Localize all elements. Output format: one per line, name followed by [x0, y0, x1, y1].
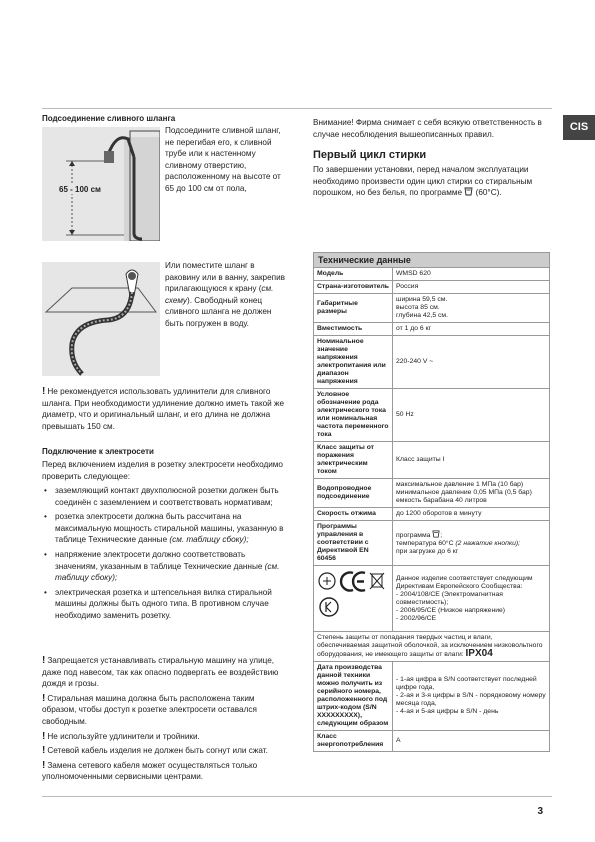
first-cycle-heading: Первый цикл стирки — [313, 149, 427, 161]
warning-icon: ! — [42, 692, 46, 704]
spec-key: Номинальное значение напряжения электропитания или диапазон напряжения — [314, 336, 393, 389]
table-row — [314, 632, 550, 662]
drain-hose-wall-figure — [42, 127, 160, 241]
section-tab: CIS — [563, 115, 595, 140]
programs-line-2: температура 60°C — [396, 540, 456, 547]
table-row — [314, 442, 550, 479]
note-text: Сетевой кабель изделия не должен быть согнут или сжат. — [47, 746, 268, 756]
table-row — [314, 268, 550, 281]
list-item-text: электрическая розетка и штепсельная вилка стиральной машины должны быть одного типа. В противном случае необходимо заменить розетку. — [55, 587, 272, 620]
programs-line-2-note: (2 нажатие кнопки); — [455, 540, 521, 547]
table-row — [314, 479, 550, 508]
list-item — [42, 549, 287, 584]
table-row — [314, 336, 550, 389]
spec-value: Россия — [393, 281, 550, 294]
table-row — [314, 521, 550, 566]
drain-note-text: Не рекомендуется использовать удлинители для сливного шланга. При необходимости удлинение должно иметь такой же диаметр, что и оригинальный шланг, и его длина не должна превышать 150 см. — [42, 387, 285, 431]
list-item-text: розетка электросети должна быть рассчитана на максимальную мощность стиральной машины, указанную в таблице Технические данные — [55, 512, 284, 545]
ipx-rating: IPX04 — [465, 648, 493, 659]
cotton-program-icon — [432, 530, 440, 538]
specs-title: Технические данные — [314, 253, 550, 268]
spec-value: 50 Hz — [393, 389, 550, 442]
programs-line: программа ; — [396, 532, 443, 539]
electric-heading: Подключение к электросети — [42, 447, 154, 456]
first-cycle-text-main: По завершении установки, перед началом эксплуатации необходимо произвести один цикл стирки со стиральным порошком, но без белья, по программе — [313, 165, 533, 198]
cotton-program-icon — [464, 187, 473, 196]
specs-table — [313, 252, 550, 752]
spec-value: Класс защиты I — [393, 442, 550, 479]
spec-value: до 1200 оборотов в минуту — [393, 508, 550, 521]
spec-key: Класс энергопотребления — [314, 731, 393, 752]
note-item — [42, 731, 287, 743]
electric-checklist — [42, 485, 287, 625]
warning-icon: ! — [42, 730, 46, 742]
note-item — [42, 655, 287, 690]
specs-grid — [313, 252, 550, 752]
warning-icon: ! — [42, 386, 46, 397]
warning-icon: ! — [42, 745, 46, 757]
warning-icon: ! — [42, 759, 46, 771]
spec-value: WMSD 620 — [393, 268, 550, 281]
note-text: Не используйте удлинители и тройники. — [47, 731, 200, 741]
spec-value: 220-240 V ~ — [393, 336, 550, 389]
list-item — [42, 587, 287, 622]
programs-line-1: программа — [396, 532, 433, 539]
disclaimer: Внимание! Фирма снимает с себя всякую ответственность в случае несоблюдения вышеописанных правил. — [313, 118, 542, 139]
table-row — [314, 731, 550, 752]
spec-value — [393, 521, 550, 566]
electric-notes — [42, 655, 287, 786]
note-text: Стиральная машина должна быть расположена таким образом, чтобы доступ к розетке электросети оставался свободным. — [42, 693, 257, 726]
protection-cell — [314, 632, 550, 662]
cert-text: Данное изделие соответствует следующим Директивам Европейского Сообщества: - 2004/108/CE (Электромагнитная совместимость); - 2006/95/CE (Низкое напряжение) - 2002/96/CE — [393, 566, 550, 632]
drain-text-1: Подсоедините сливной шланг, не перегибая его, к сливной трубе или к настенному сливному отверстию, расположенному на высоте от 65 до 100 см от пола, — [165, 126, 281, 193]
table-row — [314, 323, 550, 336]
top-divider — [42, 108, 552, 109]
drain-text-2-main: Или поместите шланг в раковину или в ванну, закрепив прилагающуюся к крану ( — [165, 261, 286, 294]
drain-text-2 — [165, 260, 290, 330]
warning-icon: ! — [42, 655, 46, 666]
spec-value: максимальное давление 1 МПа (10 бар) минимальное давление 0,05 МПа (0,5 бар) емкость барабана 40 литров — [393, 479, 550, 508]
list-item — [42, 485, 287, 508]
table-ref: (см. таблицу сбоку); — [55, 561, 280, 583]
cert-logos — [314, 566, 393, 632]
spec-key: Вместимость — [314, 323, 393, 336]
table-ref: (см. таблицу сбоку); — [169, 535, 249, 545]
table-row — [314, 389, 550, 442]
table-row — [314, 294, 550, 323]
spec-key: Скорость отжима — [314, 508, 393, 521]
note-text: Замена сетевого кабеля может осуществляться только уполномоченными сервисными центрами. — [42, 760, 258, 782]
first-cycle-text — [313, 164, 553, 199]
spec-value: - 1-ая цифра в S/N соответствует последней цифре года, - 2-ая и 3-я цифры в S/N - порядковому номеру месяца года, - 4-ая и 5-ая цифры в S/N - день — [393, 662, 550, 731]
list-item — [42, 511, 287, 546]
note-item — [42, 760, 287, 783]
spec-value: от 1 до 6 кг — [393, 323, 550, 336]
spec-key: Условное обозначение рода электрического тока или номинальная частота переменного тока — [314, 389, 393, 442]
protection-text: Степень защиты от попадания твердых частиц и влаги, обеспечиваемая защитной оболочкой, за исключением низковольтного оборудования, не имеющего защиты от влаги: — [317, 634, 543, 658]
list-item-text: заземляющий контакт двухполюсной розетки должен быть соединён с заземлением и соответствовать нормативам; — [55, 486, 279, 507]
note-item — [42, 693, 287, 728]
certification-marks-icon — [317, 569, 385, 625]
electric-intro: Перед включением изделия в розетку электросети необходимо проверить следующее: — [42, 460, 283, 481]
bottom-divider — [42, 796, 552, 797]
sink-illustration — [42, 262, 160, 376]
spec-key: Программы управления в соответствии с Директивой EN 60456 — [314, 521, 393, 566]
table-row — [314, 566, 550, 632]
spec-value: A — [393, 731, 550, 752]
first-cycle-temp: (60°C). — [473, 188, 502, 198]
programs-line — [396, 540, 546, 548]
table-row — [314, 508, 550, 521]
height-range-label: 65 - 100 см — [59, 185, 101, 194]
spec-key: Водопроводное подсоединение — [314, 479, 393, 508]
note-text: Запрещается устанавливать стиральную машину на улице, даже под навесом, так как опасно подвергать ее воздействию дождя и грозы. — [42, 656, 279, 689]
spec-key: Страна-изготовитель — [314, 281, 393, 294]
drain-note — [42, 386, 287, 432]
spec-key: Класс защиты от поражения электрическим током — [314, 442, 393, 479]
drain-hose-sink-figure — [42, 262, 160, 376]
table-row — [314, 662, 550, 731]
page-number: 3 — [537, 806, 543, 817]
spec-key: Модель — [314, 268, 393, 281]
table-row — [314, 281, 550, 294]
note-item — [42, 745, 287, 757]
drain-text-2-ref: см. схему — [165, 284, 274, 305]
drain-text-2-end: ). Свободный конец сливного шланга не должен быть погружен в воду. — [165, 295, 272, 328]
drain-wall-illustration — [42, 127, 160, 241]
spec-value: ширина 59,5 см. высота 85 см. глубина 42,5 см. — [393, 294, 550, 323]
spec-key: Габаритные размеры — [314, 294, 393, 323]
drain-heading: Подсоединение сливного шланга — [42, 114, 176, 123]
programs-line-3: при загрузке до 6 кг — [396, 548, 459, 555]
list-item-text: напряжение электросети должно соответствовать значениям, указанным в таблице Технические данные — [55, 549, 265, 571]
spec-key: Дата производства данной техники можно получить из серийного номера, расположенного под штрих-кодом (S/N XXXXXXXXX), следующим образом — [314, 662, 393, 731]
